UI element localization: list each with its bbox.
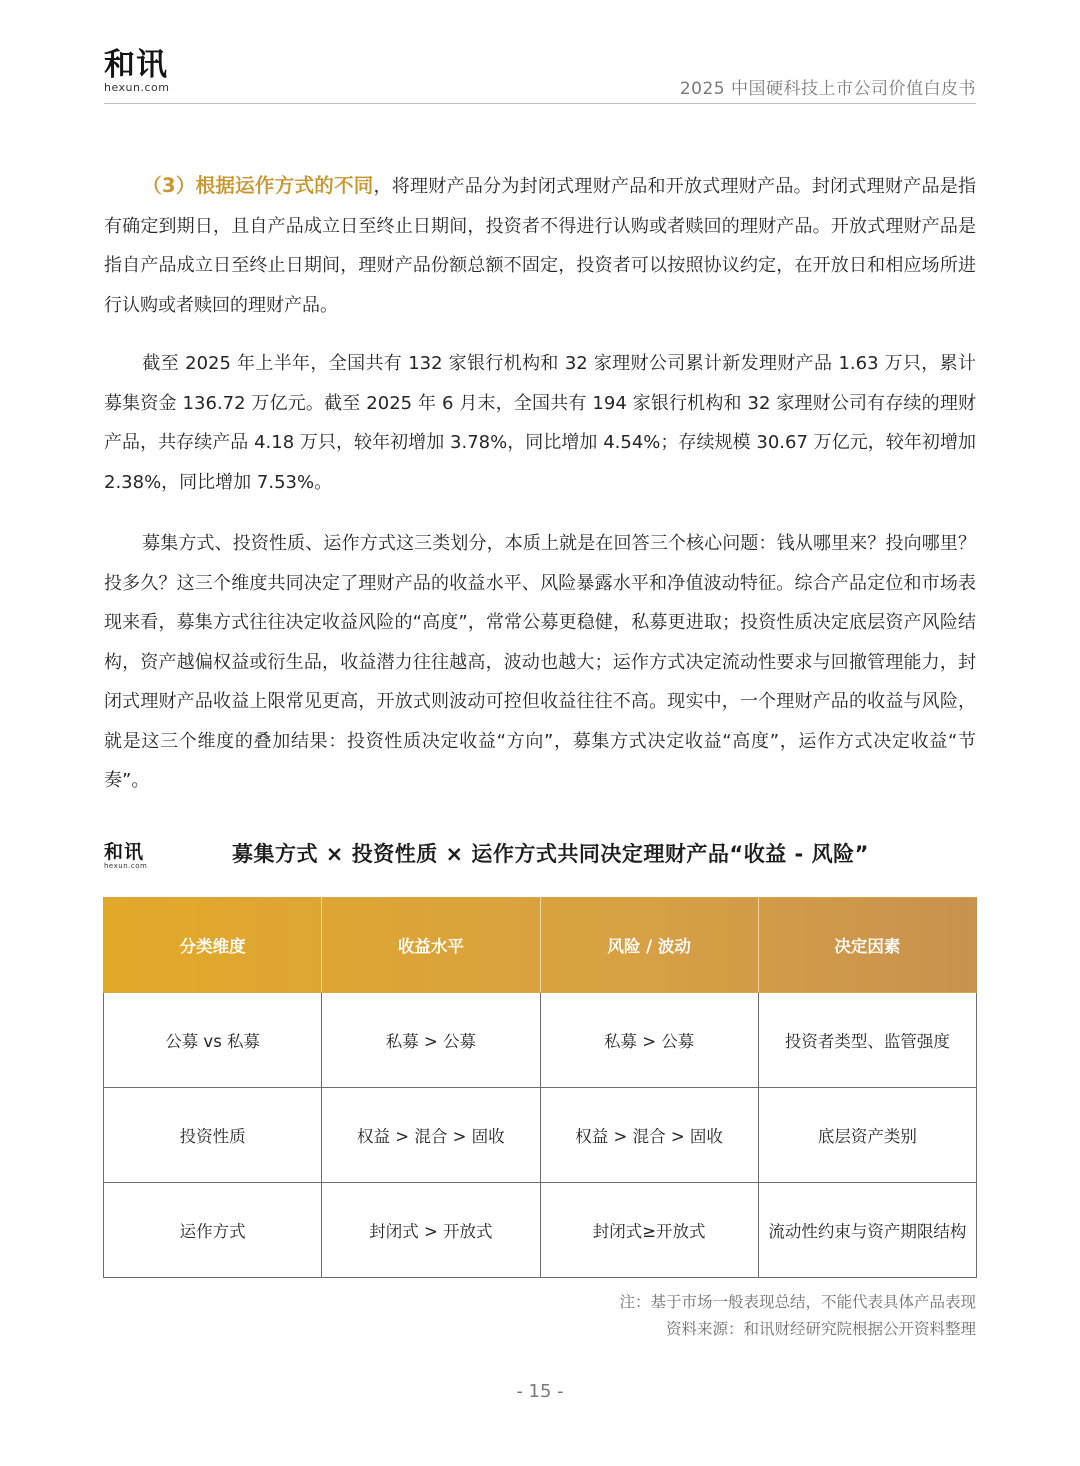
section-highlight: （3）根据运作方式的不同 xyxy=(142,174,374,197)
paragraph-text: 募集方式、投资性质、运作方式这三类划分，本质上就是在回答三个核心问题：钱从哪里来？投向哪里？投多久？这三个维度共同决定了理财产品的收益水平、风险暴露水平和净值波动特征。综合产品定位和市场表现来看，募集方式往往决定收益风险的“高度”，常常公募更稳健，私募更进取；投资性质决定底层资产风险结构，资产越偏权益或衍生品，收益潜力往往越高，波动也越大；运作方式决定流动性要求与回撤管理能力，封闭式理财产品收益上限常见更高，开放式则波动可控但收益往往不高。现实中，一个理财产品的收益与风险，就是这三个维度的叠加结果：投资性质决定收益“方向”，募集方式决定收益“高度”，运作方式决定收益“节奏”。 xyxy=(104,533,976,791)
hexun-logo[interactable] xyxy=(104,48,184,94)
paragraph-text: ，将理财产品分为封闭式理财产品和开放式理财产品。封闭式理财产品是指有确定到期日，且自产品成立日至终止日期间，投资者不得进行认购或者赎回的理财产品。开放式理财产品是指自产品成立日至终止日期间，理财产品份额总额不固定，投资者可以按照协议约定，在开放日和相应场所进行认购或者赎回的理财产品。 xyxy=(104,176,976,316)
page-number: - 15 - xyxy=(516,1381,564,1402)
header-return-level: 收益水平 xyxy=(322,898,540,993)
table-source: 资料来源：和讯财经研究院根据公开资料整理 xyxy=(665,1320,976,1338)
table-cell: 权益 > 混合 > 固收 xyxy=(540,1088,758,1183)
table-cell: 私募 > 公募 xyxy=(540,993,758,1088)
table-cell: 封闭式 > 开放式 xyxy=(322,1183,540,1278)
header-divider xyxy=(104,103,976,104)
table-logo xyxy=(104,842,164,870)
classification-table xyxy=(103,897,977,1278)
table-header-row xyxy=(104,898,977,993)
table-title: 募集方式 × 投资性质 × 运作方式共同决定理财产品“收益 - 风险” xyxy=(232,842,869,866)
table-logo-domain: hexun.com xyxy=(104,862,148,870)
document-title: 2025 中国硬科技上市公司价值白皮书 xyxy=(679,79,976,99)
paragraph-market-stats xyxy=(104,344,976,502)
logo-domain: hexun.com xyxy=(104,81,170,94)
header-determinants: 决定因素 xyxy=(758,898,976,993)
logo-mark: 和讯 xyxy=(104,47,168,83)
table-cell: 投资者类型、监管强度 xyxy=(758,993,976,1088)
table-row xyxy=(104,1183,977,1278)
table-row xyxy=(104,1088,977,1183)
table-cell: 底层资产类别 xyxy=(758,1088,976,1183)
table-note: 注：基于市场一般表现总结，不能代表具体产品表现 xyxy=(619,1293,976,1311)
table-cell: 封闭式≥开放式 xyxy=(540,1183,758,1278)
table-cell: 权益 > 混合 > 固收 xyxy=(322,1088,540,1183)
header-dimension: 分类维度 xyxy=(104,898,322,993)
table-cell: 流动性约束与资产期限结构 xyxy=(758,1183,976,1278)
paragraph-text: 截至 2025 年上半年，全国共有 132 家银行机构和 32 家理财公司累计新发理财产品 1.63 万只，累计募集资金 136.72 万亿元。截至 2025 年 6 月末，全国共有 194 家银行机构和 32 家理财公司有存续的理财产品，共存续产品 4.18 万只，较年初增加 3.78%，同比增加 4.54%；存续规模 30.67 万亿元，较年初增加 2.38%，同比增加 7.53%。 xyxy=(104,353,976,493)
paragraph-analysis xyxy=(104,524,976,801)
table-cell: 私募 > 公募 xyxy=(322,993,540,1088)
table-cell: 公募 vs 私募 xyxy=(104,993,322,1088)
header-risk-volatility: 风险 / 波动 xyxy=(540,898,758,993)
table-cell: 运作方式 xyxy=(104,1183,322,1278)
table-row xyxy=(104,993,977,1088)
table-logo-mark: 和讯 xyxy=(104,841,145,863)
paragraph-operation-mode xyxy=(104,166,976,325)
table-cell: 投资性质 xyxy=(104,1088,322,1183)
